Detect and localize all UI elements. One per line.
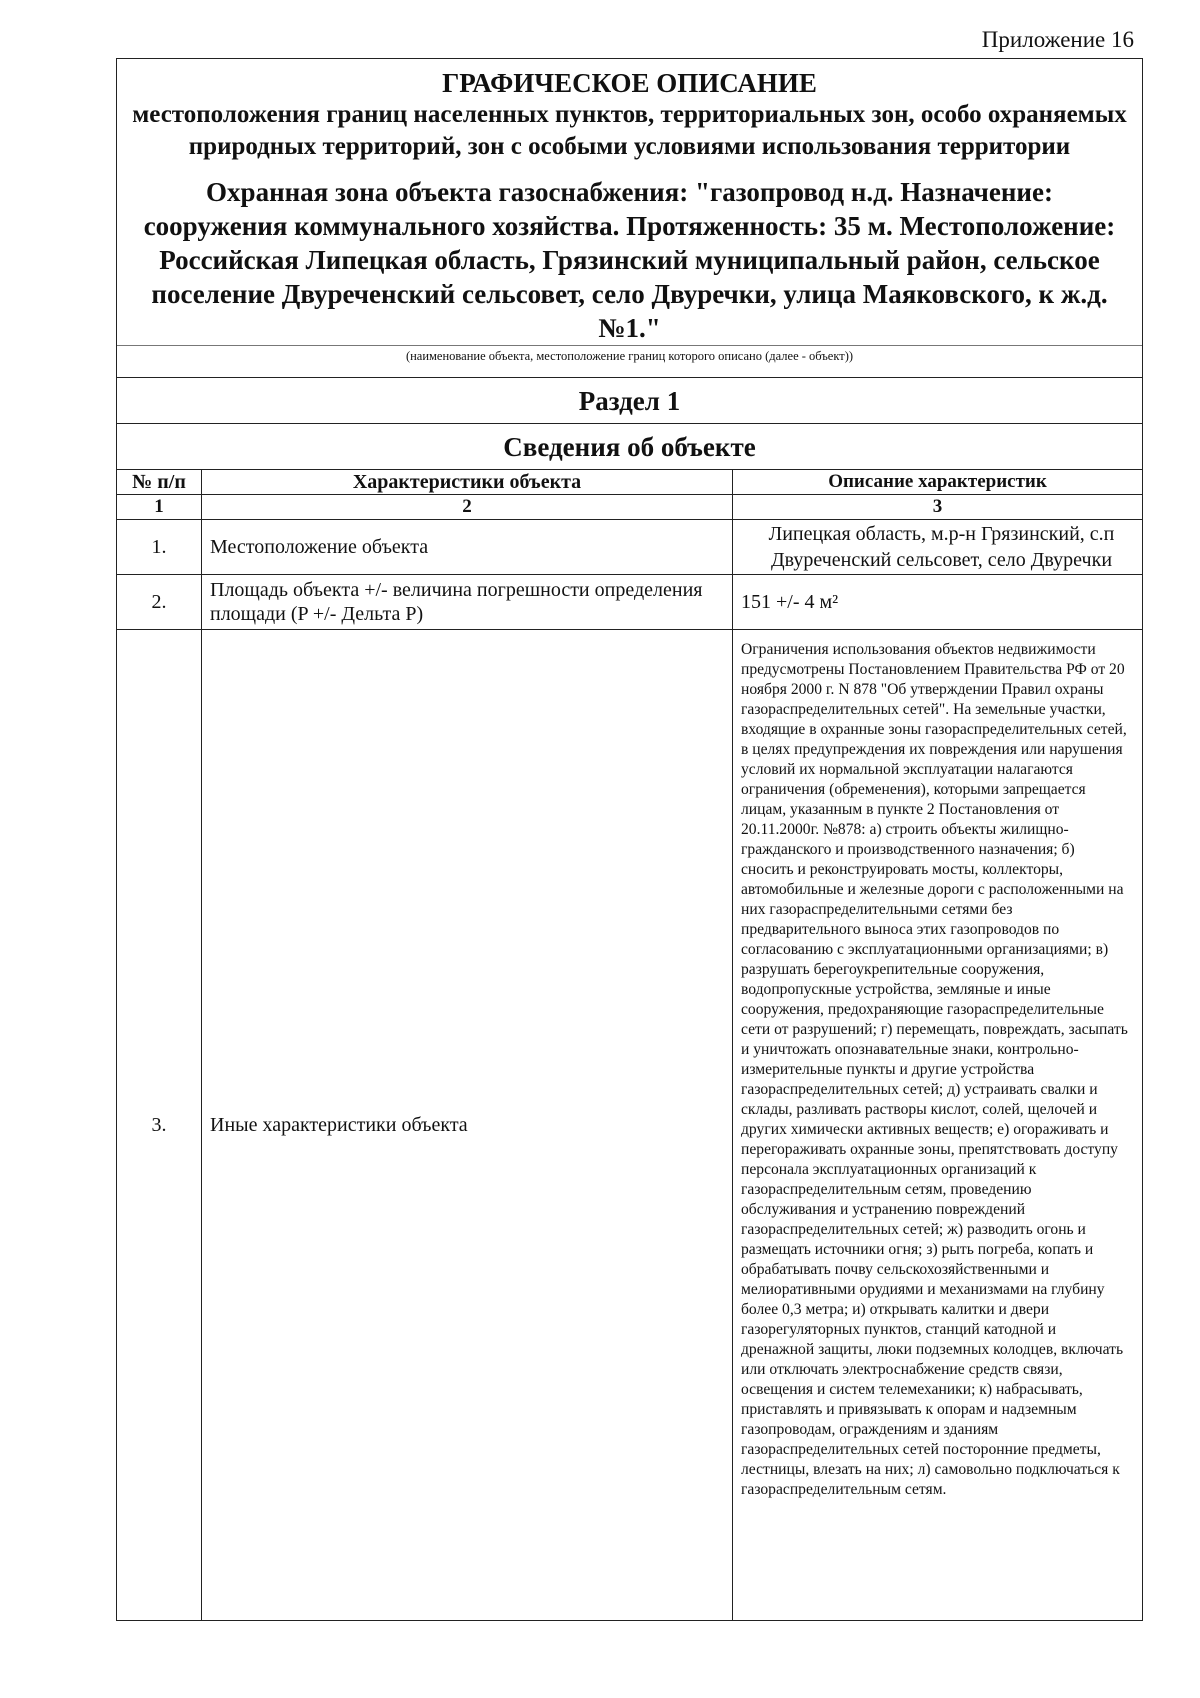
section-subtitle: Сведения об объекте (117, 423, 1142, 469)
document-subtitle: местоположения границ населенных пунктов, территориальных зон, особо охраняемых природных территорий, зон с особыми условиями использования территории (132, 101, 1127, 160)
document-title: ГРАФИЧЕСКОЕ ОПИСАНИЕ (442, 68, 817, 98)
object-name: Охранная зона объекта газоснабжения: "газопровод н.д. Назначение: сооружения коммунального хозяйства. Протяженность: 35 м. Местоположение: Российская Липецкая область, Грязинский муниципальный район, сельское поселение Двуреченский сельсовет, село Двуречки, улица Маяковского, к ж.д.№1." (143, 177, 1116, 343)
section-title: Раздел 1 (117, 377, 1142, 423)
row-description: 151 +/- 4 м² (733, 575, 1143, 630)
column-number-row (117, 495, 1142, 520)
document-frame (116, 58, 1143, 1621)
header-cell-characteristic: Характеристики объекта (202, 470, 733, 495)
column-number-3: 3 (733, 495, 1143, 520)
appendix-label: Приложение 16 (981, 27, 1134, 52)
object-name-caption: (наименование объекта, местоположение границ которого описано (далее - объект)) (117, 345, 1142, 377)
row-characteristic: Площадь объекта +/- величина погрешности определения площади (P +/- Дельта P) (202, 575, 733, 630)
row-characteristic: Местоположение объекта (202, 520, 733, 575)
table-row (117, 630, 1142, 1621)
table-row (117, 575, 1142, 630)
column-number-2: 2 (202, 495, 733, 520)
header-cell-number: № п/п (117, 470, 202, 495)
row-number: 2. (117, 575, 202, 630)
column-number-1: 1 (117, 495, 202, 520)
document-header (117, 59, 1142, 345)
table-header-row (117, 470, 1142, 495)
row-number: 3. (117, 630, 202, 1621)
header-cell-description: Описание характеристик (733, 470, 1143, 495)
row-characteristic: Иные характеристики объекта (202, 630, 733, 1621)
table-row (117, 520, 1142, 575)
row-number: 1. (117, 520, 202, 575)
row-description: Ограничения использования объектов недвижимости предусмотрены Постановлением Правительства РФ от 20 ноября 2000 г. N 878 "Об утверждении Правил охраны газораспределительных сетей". На земельные участки, входящие в охранные зоны газораспределительных сетей, в целях предупреждения их повреждения или нарушения условий их нормальной эксплуатации налагаются ограничения (обременения), которыми запрещается лицам, указанным в пункте 2 Постановления от 20.11.2000г. №878: а) строить объекты жилищно-гражданского и производственного назначения; б) сносить и реконструировать мосты, коллекторы, автомобильные и железные дороги с расположенными на них газораспределительными сетями без предварительного выноса этих газопроводов по согласованию с эксплуатационными организациями; в) разрушать берегоукрепительные сооружения, водопропускные устройства, земляные и иные сооружения, предохраняющие газораспределительные сети от разрушений; г) перемещать, повреждать, засыпать и уничтожать опознавательные знаки, контрольно-измерительные пункты и другие устройства газораспределительных сетей; д) устраивать свалки и склады, разливать растворы кислот, солей, щелочей и других химически активных веществ; е) огораживать и перегораживать охранные зоны, препятствовать доступу персонала эксплуатационных организаций к газораспределительным сетям, проведению обслуживания и устранению повреждений газораспределительных сетей; ж) разводить огонь и размещать источники огня; з) рыть погреба, копать и обрабатывать почву сельскохозяйственными и мелиоративными орудиями и механизмами на глубину более 0,3 метра; и) открывать калитки и двери газорегуляторных пунктов, станций катодной и дренажной защиты, люки подземных колодцев, включать или отключать электроснабжение средств связи, освещения и систем телемеханики; к) набрасывать, приставлять и привязывать к опорам и надземным газопроводам, ограждениям и зданиям газораспределительных сетей посторонние предметы, лестницы, влезать на них; л) самовольно подключаться к газораспределительным сетям. (733, 630, 1143, 1621)
object-info-table (117, 469, 1142, 1620)
row-description: Липецкая область, м.р-н Грязинский, с.п Двуреченский сельсовет, село Двуречки (733, 520, 1143, 575)
